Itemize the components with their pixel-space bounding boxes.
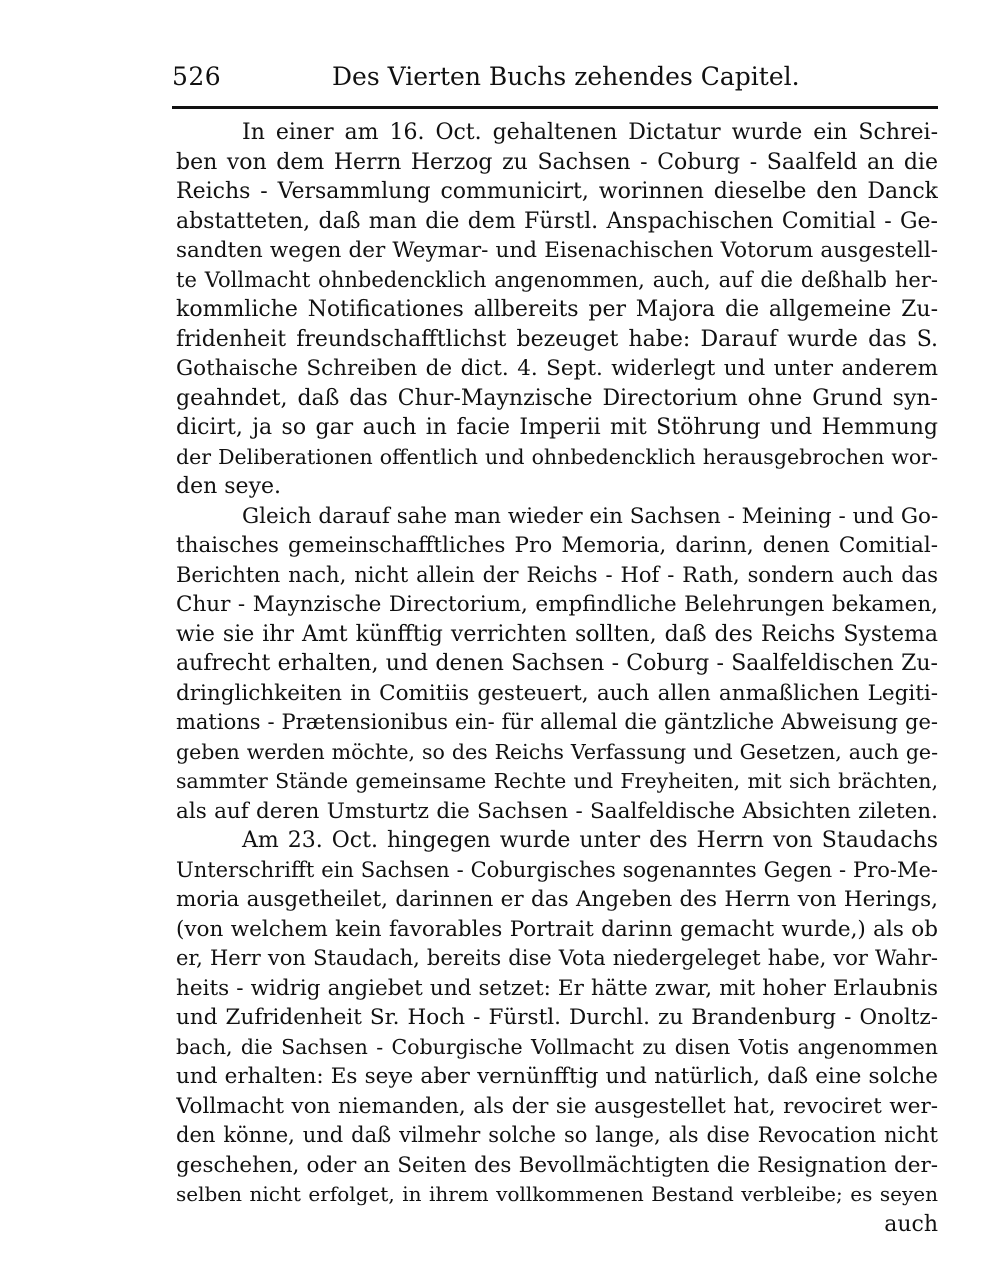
text-line: als auf deren Umsturtz die Sachsen - Saalfeldische Absichten zileten. [176, 798, 938, 824]
text-line: moria ausgetheilet, darinnen er das Angeben des Herrn von Herings, [176, 887, 938, 912]
text-line: Gleich darauf sahe man wieder ein Sachsen - Meining - und Go- [242, 503, 938, 529]
text-line: Unterschrifft ein Sachsen - Coburgisches sogenanntes Gegen - Pro-Me- [176, 857, 938, 882]
text-line: sammter Stände gemeinsame Rechte und Freyheiten, mit sich brächten, [176, 769, 938, 793]
text-line: te Vollmacht ohnbedencklich angenommen, auch, auf die deßhalb her- [176, 267, 938, 292]
text-line: thaisches gemeinschafftliches Pro Memoria, darinn, denen Comitial- [176, 533, 938, 558]
text-line: dicirt, ja so gar auch in facie Imperii mit Stöhrung und Hemmung [176, 415, 938, 440]
text-line: dringlichkeiten in Comitiis gesteuert, auch allen anmaßlichen Legiti- [176, 680, 938, 706]
text-line: geschehen, oder an Seiten des Bevollmächtigten die Resignation der- [176, 1152, 938, 1178]
header-rule [172, 106, 938, 109]
text-line: den seye. [176, 474, 282, 499]
text-line: In einer am 16. Oct. gehaltenen Dictatur wurde ein Schrei- [242, 120, 938, 145]
text-line: mations - Prætensionibus ein- für allemal die gäntzliche Abweisung ge- [176, 710, 938, 734]
running-head: Des Vierten Buchs zehendes Capitel. [332, 62, 800, 91]
text-line: wie sie ihr Amt künfftig verrichten sollten, daß des Reichs Systema [176, 621, 938, 647]
text-line: Vollmacht von niemanden, als der sie ausgestellet hat, revociret wer- [176, 1093, 938, 1119]
page-header [172, 62, 938, 102]
text-line: den könne, und daß vilmehr solche so lange, als dise Revocation nicht [176, 1123, 938, 1147]
catchword: auch [884, 1211, 938, 1237]
text-line: Am 23. Oct. hingegen wurde unter des Herrn von Staudachs [242, 828, 938, 853]
text-line: Berichten nach, nicht allein der Reichs - Hof - Rath, sondern auch das [176, 562, 938, 587]
text-line: er, Herr von Staudach, bereits dise Vota niedergeleget habe, vor Wahr- [176, 946, 938, 970]
text-line: (von welchem kein favorables Portrait darinn gemacht wurde,) als ob [176, 916, 938, 942]
text-line: Gothaische Schreiben de dict. 4. Sept. widerlegt und unter anderem [176, 356, 938, 381]
page-number: 526 [172, 62, 222, 91]
text-line: geahndet, daß das Chur-Maynzische Directorium ohne Grund syn- [176, 385, 938, 411]
text-line: und Zufridenheit Sr. Hoch - Fürstl. Durchl. zu Brandenburg - Onoltz- [176, 1005, 938, 1030]
text-line: kommliche Notificationes allbereits per Majora die allgemeine Zu- [176, 297, 938, 322]
text-line: sandten wegen der Weymar- und Eisenachischen Votorum ausgestell- [176, 238, 938, 263]
text-line: der Deliberationen offentlich und ohnbedencklich herausgebrochen wor- [176, 444, 938, 469]
text-line: aufrecht erhalten, und denen Sachsen - Coburg - Saalfeldischen Zu- [176, 651, 938, 676]
text-line: heits - widrig angiebet und setzet: Er hätte zwar, mit hoher Erlaubnis [176, 975, 938, 1001]
text-line: fridenheit freundschafftlichst bezeuget habe: Darauf wurde das S. [176, 326, 938, 352]
text-line: geben werden möchte, so des Reichs Verfassung und Gesetzen, auch ge- [176, 739, 938, 764]
text-line: Chur - Maynzische Directorium, empfindliche Belehrungen bekamen, [176, 592, 938, 617]
text-line: und erhalten: Es seye aber vernünfftig und natürlich, daß eine solche [176, 1064, 938, 1089]
text-line: selben nicht erfolget, in ihrem vollkommenen Bestand verbleibe; es seyen [176, 1182, 938, 1206]
text-line: bach, die Sachsen - Coburgische Vollmacht zu disen Votis angenommen [176, 1034, 938, 1059]
text-line: ben von dem Herrn Herzog zu Sachsen - Coburg - Saalfeld an die [176, 149, 938, 175]
body-text [176, 118, 938, 1239]
text-line: Reichs - Versammlung communicirt, worinnen dieselbe den Danck [176, 179, 938, 204]
text-line: abstatteten, daß man die dem Fürstl. Anspachischen Comitial - Ge- [176, 208, 938, 234]
